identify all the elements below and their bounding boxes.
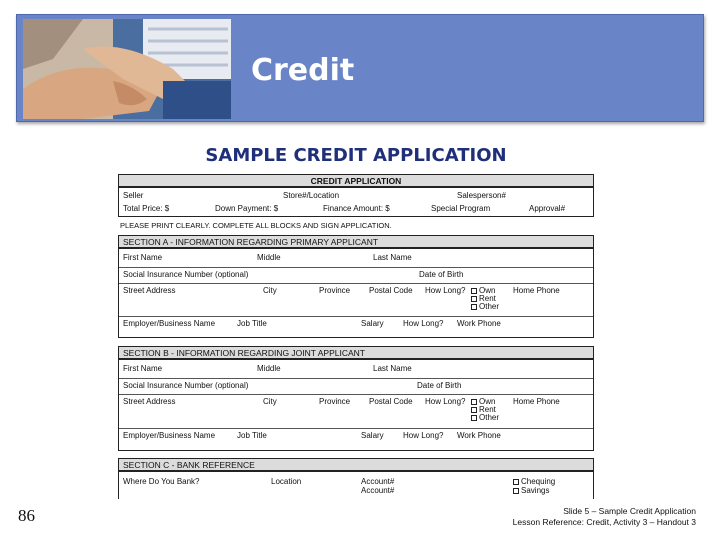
checkbox-icon	[471, 399, 477, 405]
b-employer: Employer/Business Name	[123, 431, 216, 440]
b-last-name: Last Name	[373, 364, 412, 373]
slide-footer	[513, 506, 696, 528]
a-sin: Social Insurance Number (optional)	[123, 270, 249, 279]
b-work-phone: Work Phone	[457, 431, 501, 440]
b-city: City	[263, 397, 277, 406]
b-home-phone: Home Phone	[513, 397, 560, 406]
b-opt-own: Own	[471, 398, 495, 406]
footer-line-1: Slide 5 – Sample Credit Application	[563, 506, 696, 516]
checkbox-icon	[471, 304, 477, 310]
field-salesperson: Salesperson#	[457, 191, 506, 200]
instruction-note: PLEASE PRINT CLEARLY. COMPLETE ALL BLOCKS AND SIGN APPLICATION.	[120, 221, 392, 230]
b-how-long: How Long?	[425, 397, 466, 406]
c-account-2: Account#	[361, 486, 395, 495]
handshake-photo	[23, 19, 231, 119]
checkbox-icon	[471, 288, 477, 294]
header-banner	[16, 14, 704, 122]
c-opt-savings: Savings	[513, 487, 549, 495]
section-a-header: SECTION A - INFORMATION REGARDING PRIMARY APPLICANT	[118, 235, 594, 248]
page-title: SAMPLE CREDIT APPLICATION	[205, 145, 507, 166]
a-home-phone: Home Phone	[513, 286, 560, 295]
b-postal: Postal Code	[369, 397, 413, 406]
section-b-header: SECTION B - INFORMATION REGARDING JOINT APPLICANT	[118, 346, 594, 359]
footer-line-2: Lesson Reference: Credit, Activity 3 – Handout 3	[512, 517, 696, 527]
b-street: Street Address	[123, 397, 176, 406]
b-sin: Social Insurance Number (optional)	[123, 381, 249, 390]
b-middle: Middle	[257, 364, 281, 373]
a-first-name: First Name	[123, 253, 163, 262]
a-middle: Middle	[257, 253, 281, 262]
a-how-long-2: How Long?	[403, 319, 444, 328]
section-c-block	[118, 471, 594, 499]
field-total-price: Total Price: $	[123, 204, 170, 213]
handshake-illustration	[23, 19, 231, 119]
a-opt-own: Own	[471, 287, 495, 295]
checkbox-icon	[471, 415, 477, 421]
field-down-payment: Down Payment: $	[215, 204, 279, 213]
checkbox-icon	[471, 407, 477, 413]
field-store-location: Store#/Location	[283, 191, 340, 200]
a-opt-rent: Rent	[471, 295, 496, 303]
a-last-name: Last Name	[373, 253, 412, 262]
a-province: Province	[319, 286, 351, 295]
field-approval: Approval#	[529, 204, 566, 213]
a-postal: Postal Code	[369, 286, 413, 295]
section-b-block	[118, 359, 594, 451]
a-job-title: Job Title	[237, 319, 267, 328]
a-work-phone: Work Phone	[457, 319, 501, 328]
form-title: CREDIT APPLICATION	[118, 174, 594, 187]
b-how-long-2: How Long?	[403, 431, 444, 440]
credit-application-form	[118, 174, 594, 499]
a-opt-other: Other	[471, 303, 499, 311]
a-how-long: How Long?	[425, 286, 466, 295]
a-salary: Salary	[361, 319, 384, 328]
b-opt-other: Other	[471, 414, 499, 422]
b-salary: Salary	[361, 431, 384, 440]
section-a-block	[118, 248, 594, 338]
top-block	[118, 187, 594, 217]
b-province: Province	[319, 397, 351, 406]
c-account-1: Account#	[361, 477, 395, 486]
c-opt-chequing: Chequing	[513, 478, 555, 486]
section-c-header: SECTION C - BANK REFERENCE	[118, 458, 594, 471]
b-job-title: Job Title	[237, 431, 267, 440]
c-where-bank: Where Do You Bank?	[123, 477, 200, 486]
a-dob: Date of Birth	[419, 270, 464, 279]
a-street: Street Address	[123, 286, 176, 295]
checkbox-icon	[471, 296, 477, 302]
page-number: 86	[18, 506, 35, 525]
banner-title: Credit	[251, 53, 355, 88]
field-special-program: Special Program	[431, 204, 491, 213]
b-opt-rent: Rent	[471, 406, 496, 414]
b-first-name: First Name	[123, 364, 163, 373]
c-location: Location	[271, 477, 302, 486]
field-seller: Seller	[123, 191, 144, 200]
b-dob: Date of Birth	[417, 381, 462, 390]
checkbox-icon	[513, 479, 519, 485]
a-employer: Employer/Business Name	[123, 319, 216, 328]
a-city: City	[263, 286, 277, 295]
field-finance-amount: Finance Amount: $	[323, 204, 390, 213]
checkbox-icon	[513, 488, 519, 494]
